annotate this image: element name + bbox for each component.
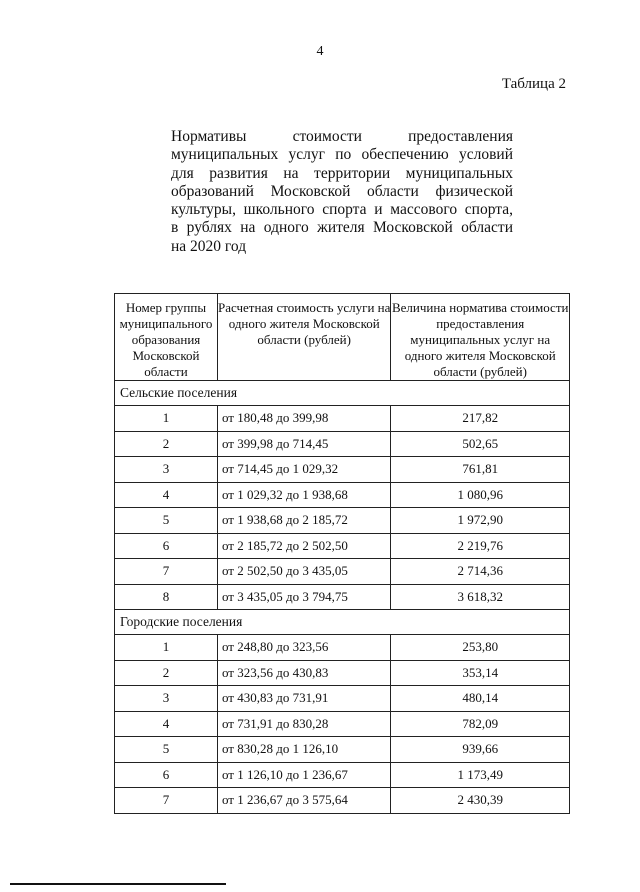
norm-value-cell: 353,14 [391,660,570,686]
heading-line: в рублях на одного жителя Московской области [171,219,513,237]
cost-range-cell: от 830,28 до 1 126,10 [217,737,390,763]
cost-range-cell: от 2 502,50 до 3 435,05 [217,559,390,585]
cost-range-cell: от 399,98 до 714,45 [217,431,390,457]
table-row [115,762,570,788]
table-row [115,660,570,686]
group-number-cell: 6 [115,762,218,788]
norm-value-cell: 1 173,49 [391,762,570,788]
heading-line: на 2020 год [171,237,247,255]
cost-range-cell: от 323,56 до 430,83 [217,660,390,686]
table-row [115,635,570,661]
cost-range-cell: от 248,80 до 323,56 [217,635,390,661]
norm-value-cell: 217,82 [391,406,570,432]
section-row [115,610,570,635]
table-row [115,737,570,763]
norm-value-cell: 1 080,96 [391,482,570,508]
heading-line: для развития на территории муниципальных [171,164,513,182]
norm-value-cell: 2 714,36 [391,559,570,585]
table-row [115,406,570,432]
cost-range-cell: от 430,83 до 731,91 [217,686,390,712]
group-number-cell: 8 [115,584,218,610]
table-row [115,457,570,483]
cost-range-cell: от 714,45 до 1 029,32 [217,457,390,483]
group-number-cell: 7 [115,788,218,814]
header-norm-value: Величина норматива стоимости предоставления муниципальных услуг на одного жителя Московской области (рублей) [391,294,570,381]
table-row [115,482,570,508]
group-number-cell: 2 [115,660,218,686]
bottom-rule [10,883,226,885]
norm-value-cell: 480,14 [391,686,570,712]
norm-value-cell: 782,09 [391,711,570,737]
norm-value-cell: 939,66 [391,737,570,763]
group-number-cell: 6 [115,533,218,559]
table-row [115,711,570,737]
cost-range-cell: от 1 236,67 до 3 575,64 [217,788,390,814]
section-title: Городские поселения [115,610,570,635]
group-number-cell: 3 [115,686,218,712]
norm-value-cell: 1 972,90 [391,508,570,534]
table-row [115,431,570,457]
group-number-cell: 2 [115,431,218,457]
table-heading [171,128,513,256]
table-row [115,559,570,585]
header-estimated-cost: Расчетная стоимость услуги на одного жителя Московской области (рублей) [217,294,390,381]
table-label: Таблица 2 [501,76,566,92]
cost-range-cell: от 3 435,05 до 3 794,75 [217,584,390,610]
section-title: Сельские поселения [115,381,570,406]
page-number: 4 [316,44,324,59]
cost-range-cell: от 731,91 до 830,28 [217,711,390,737]
table-body [115,381,570,814]
cost-range-cell: от 1 126,10 до 1 236,67 [217,762,390,788]
cost-range-cell: от 180,48 до 399,98 [217,406,390,432]
norm-value-cell: 3 618,32 [391,584,570,610]
norm-value-cell: 2 219,76 [391,533,570,559]
norm-value-cell: 253,80 [391,635,570,661]
cost-range-cell: от 2 185,72 до 2 502,50 [217,533,390,559]
heading-line: Нормативы стоимости предоставления [171,128,513,145]
table-row [115,686,570,712]
heading-line: образований Московской области физической [171,182,513,200]
heading-line: культуры, школьного спорта и массового спорта, [171,201,513,219]
heading-line: муниципальных услуг по обеспечению условий [171,146,513,164]
group-number-cell: 7 [115,559,218,585]
cost-range-cell: от 1 029,32 до 1 938,68 [217,482,390,508]
group-number-cell: 3 [115,457,218,483]
group-number-cell: 1 [115,406,218,432]
table-row [115,508,570,534]
norms-table [114,293,570,814]
section-row [115,381,570,406]
group-number-cell: 5 [115,737,218,763]
norm-value-cell: 761,81 [391,457,570,483]
table-row [115,584,570,610]
norm-value-cell: 2 430,39 [391,788,570,814]
group-number-cell: 5 [115,508,218,534]
header-group-number: Номер группы муниципального образования Московской области [115,294,218,381]
table-row [115,533,570,559]
table-row [115,788,570,814]
table-header-row [115,294,570,381]
group-number-cell: 4 [115,482,218,508]
cost-range-cell: от 1 938,68 до 2 185,72 [217,508,390,534]
group-number-cell: 4 [115,711,218,737]
norm-value-cell: 502,65 [391,431,570,457]
group-number-cell: 1 [115,635,218,661]
